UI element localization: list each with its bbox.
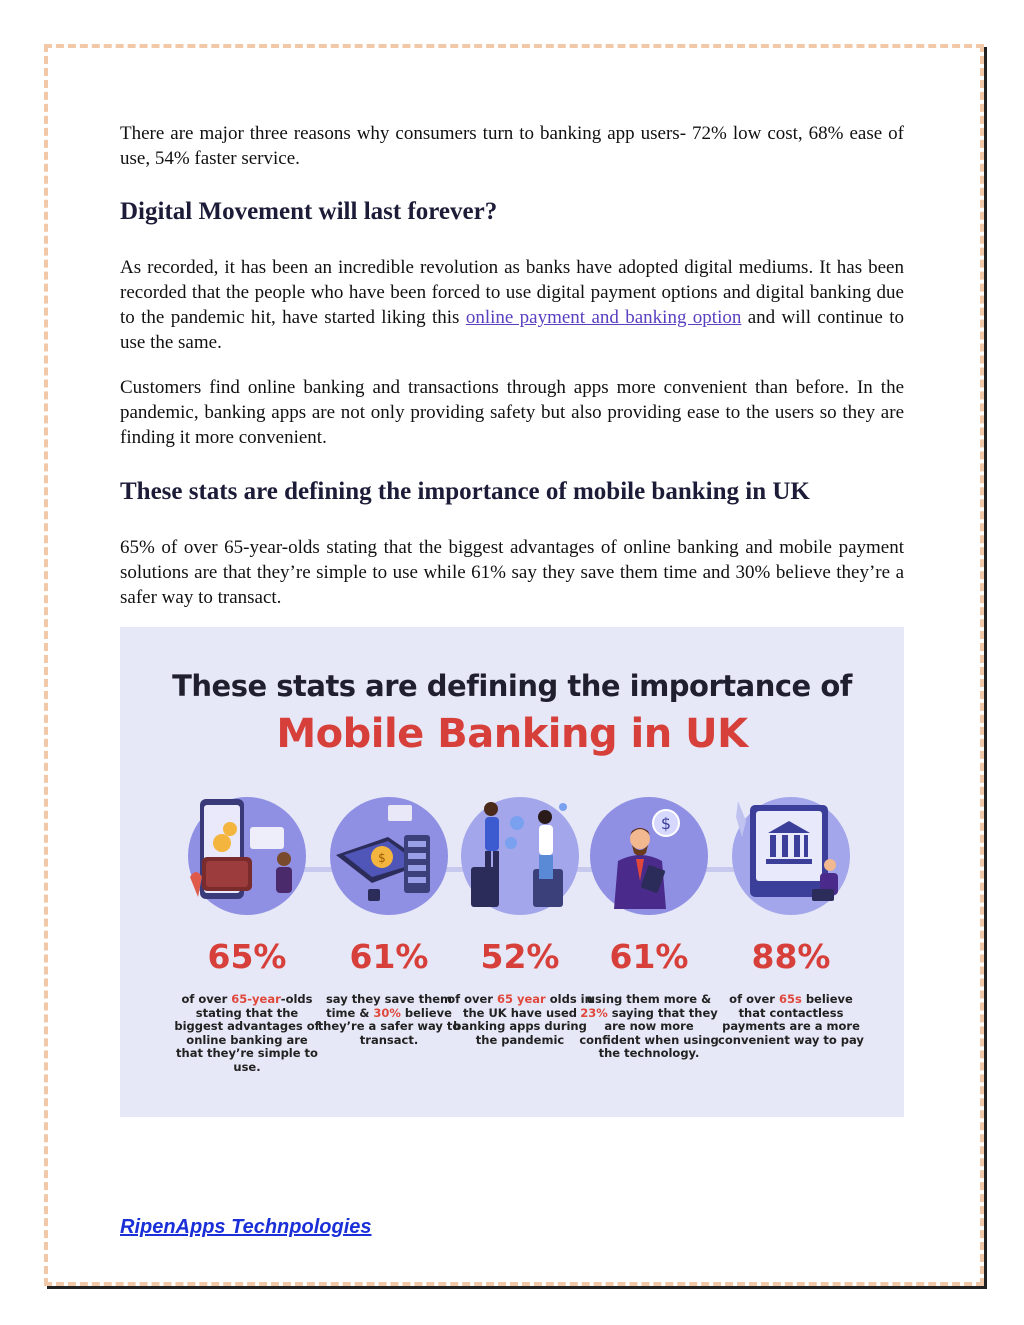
stat-percent: 88% bbox=[751, 937, 831, 976]
stat-description: of over 65 year olds in the UK have used banking apps during the pandemic bbox=[447, 992, 593, 1047]
svg-text:$: $ bbox=[378, 851, 386, 865]
company-footer-link[interactable]: RipenApps Technpologies bbox=[120, 1216, 372, 1238]
stats-paragraph: 65% of over 65-year-olds stating that the biggest advantages of online banking and mobile payment solutions are that they’re simple to use while 61% say they save them time and 30% believe they’re a safer way to transact. bbox=[120, 537, 904, 608]
stat-card bbox=[574, 797, 724, 1060]
stat-card bbox=[314, 797, 464, 1047]
stat-card bbox=[172, 797, 322, 1074]
stat-percent: 52% bbox=[480, 937, 560, 976]
infographic-title: These stats are defining the importance of bbox=[172, 669, 852, 703]
paragraph-text: As recorded, it has been an incredible revolution as banks have adopted digital mediums. It has been recorded that the people who have been forced to use digital payment options and digital banking due to the pandemic hit, have started liking this bbox=[120, 257, 904, 328]
stat-percent: 61% bbox=[349, 937, 429, 976]
stat-card bbox=[445, 797, 595, 1047]
section-heading-digital-movement: Digital Movement will last forever? bbox=[120, 198, 498, 225]
stat-percent: 61% bbox=[609, 937, 689, 976]
card-server-icon bbox=[330, 797, 448, 915]
section-heading-uk-stats: These stats are defining the importance of mobile banking in UK bbox=[120, 478, 810, 505]
stat-description: of over 65s believe that contactless payments are a more convenient way to pay bbox=[718, 992, 864, 1047]
people-coins-icon bbox=[461, 797, 579, 915]
online-payment-link[interactable]: online payment and banking option bbox=[465, 307, 742, 328]
revolution-paragraph bbox=[120, 255, 904, 355]
convenience-paragraph: Customers find online banking and transactions through apps more convenient than before. In the pandemic, banking apps are not only providing safety but also providing ease to the users so they are finding it more convenient. bbox=[120, 377, 904, 448]
stat-percent: 65% bbox=[207, 937, 287, 976]
svg-text:$: $ bbox=[660, 814, 672, 833]
stat-description: say they save them time & 30% believe they’re a safer way to transact. bbox=[317, 992, 461, 1047]
infographic-subtitle: Mobile Banking in UK bbox=[276, 711, 748, 757]
paragraph-text: and will continue to use the same. bbox=[120, 307, 904, 353]
mobile-banking-infographic bbox=[120, 627, 904, 1117]
stat-description: using them more & 23% saying that they are now more confident when using the technology. bbox=[579, 992, 719, 1060]
stat-card bbox=[716, 797, 866, 1047]
intro-paragraph: There are major three reasons why consumers turn to banking app users- 72% low cost, 68% ease of use, 54% faster service. bbox=[120, 123, 904, 169]
man-tablet-icon bbox=[590, 797, 708, 915]
bank-laptop-icon bbox=[732, 797, 850, 915]
stat-description: of over 65-year-olds stating that the biggest advantages of online banking are that they’re simple to use. bbox=[174, 992, 320, 1074]
wallet-phone-icon bbox=[188, 797, 306, 915]
